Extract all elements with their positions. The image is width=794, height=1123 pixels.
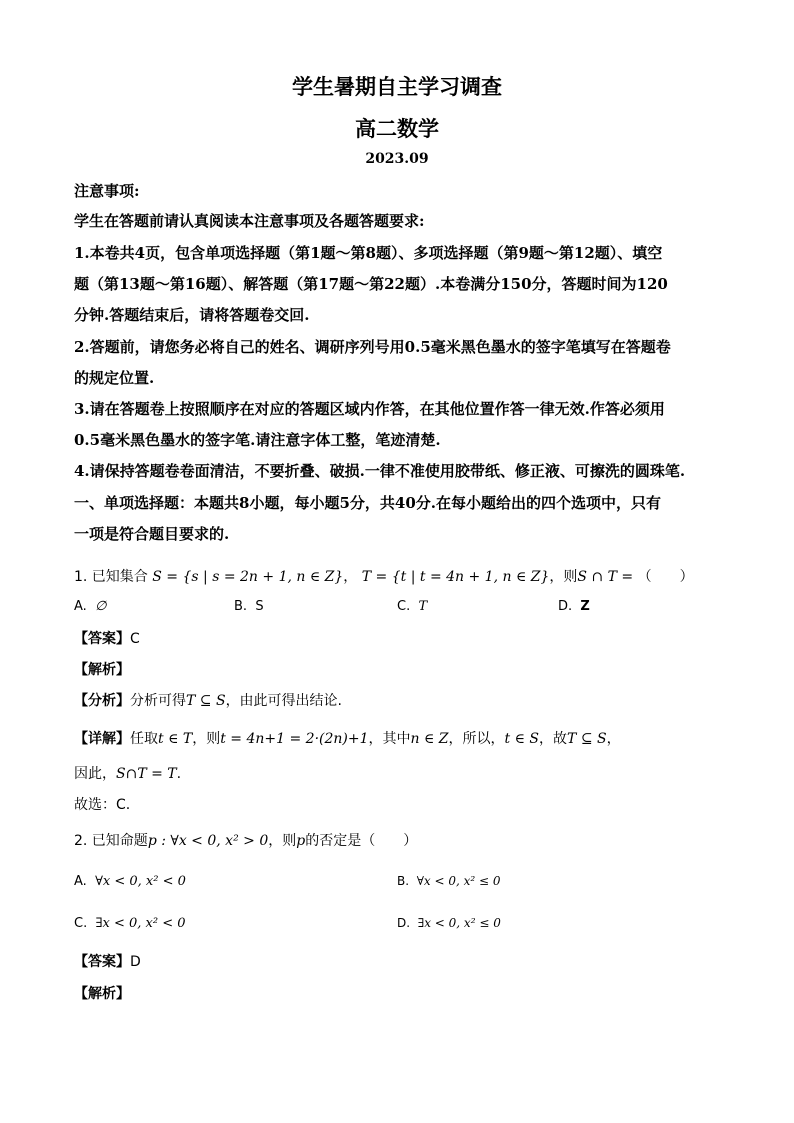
q1-prefix: 1. 已知集合 [74,569,148,585]
notice-item-2a: 2.答题前，请您务必将自己的姓名、调研序列号用0.5毫米黑色墨水的签字笔填写在答题卷 [74,338,671,356]
q1-ask-expr: S ∩ T = [577,569,634,585]
notice-item-3b: 0.5毫米黑色墨水的签字笔.请注意字体工整，笔迹清楚. [74,431,441,449]
q1-detail: 【详解】任取t ∈ T，则t = 4n+1 = 2·(2n)+1，其中n ∈ Z，所以，t ∈ S，故T ⊆ S， [74,731,621,747]
notice-intro: 学生在答题前请认真阅读本注意事项及各题答题要求: [74,212,425,230]
notice-item-1a: 1.本卷共4页，包含单项选择题（第1题～第8题）、多项选择题（第9题～第12题）、填空 [74,244,663,262]
q1-analysis-heading: 【解析】 [74,662,130,678]
q1-ask-prefix: ，则 [549,569,578,585]
q2-option-d: D. ∃x < 0, x² ≤ 0 [397,916,501,930]
q1-paren: （ ） [637,569,694,585]
notice-item-1c: 分钟.答题结束后，请将答题卷交回. [74,306,310,324]
q2-analysis-heading: 【解析】 [74,986,130,1002]
q1-option-a: A. ∅ [74,599,107,614]
q1-fenxi: 【分析】分析可得T ⊆ S，由此可得出结论. [74,693,343,709]
notice-heading: 注意事项: [74,182,140,200]
q1-stem [74,567,694,587]
q1-set-s: S = {s | s = 2n + 1, n ∈ Z} [152,569,344,585]
exam-subject: 高二数学 [355,116,439,141]
q1-choose: 故选：C. [74,797,131,813]
q1-option-d: D. Z [558,599,590,614]
exam-date: 2023.09 [365,151,429,167]
notice-item-4: 4.请保持答题卷卷面清洁，不要折叠、破损.一律不准使用胶带纸、修正液、可擦洗的圆珠笔. [74,462,686,480]
section-heading-line1: 一、单项选择题：本题共8小题，每小题5分，共40分.在每小题给出的四个选项中，只有 [74,494,661,512]
exam-title: 学生暑期自主学习调查 [292,74,502,99]
notice-item-3a: 3.请在答题卷上按照顺序在对应的答题区域内作答，在其他位置作答一律无效.作答必须用 [74,400,665,418]
q1-option-c: C. T [397,599,428,614]
q2-answer: 【答案】D [74,954,141,970]
notice-item-1b: 题（第13题～第16题）、解答题（第17题～第22题）.本卷满分150分，答题时间为120 [74,275,668,293]
q2-stem: 2. 已知命题p : ∀x < 0, x² > 0，则p的否定是（ ） [74,833,418,849]
section-heading-line2: 一项是符合题目要求的. [74,525,230,543]
q2-option-a: A. ∀x < 0, x² < 0 [74,874,186,889]
q1-answer: 【答案】C [74,631,140,647]
q1-option-b: B. S [234,599,264,614]
q1-set-t: T = {t | t = 4n + 1, n ∈ Z} [361,569,550,585]
q2-option-b: B. ∀x < 0, x² ≤ 0 [397,874,501,888]
q1-comma: ， [343,569,358,585]
q1-therefore: 因此，S∩T = T. [74,766,182,782]
q2-option-c: C. ∃x < 0, x² < 0 [74,916,186,931]
notice-item-2b: 的规定位置. [74,369,155,387]
